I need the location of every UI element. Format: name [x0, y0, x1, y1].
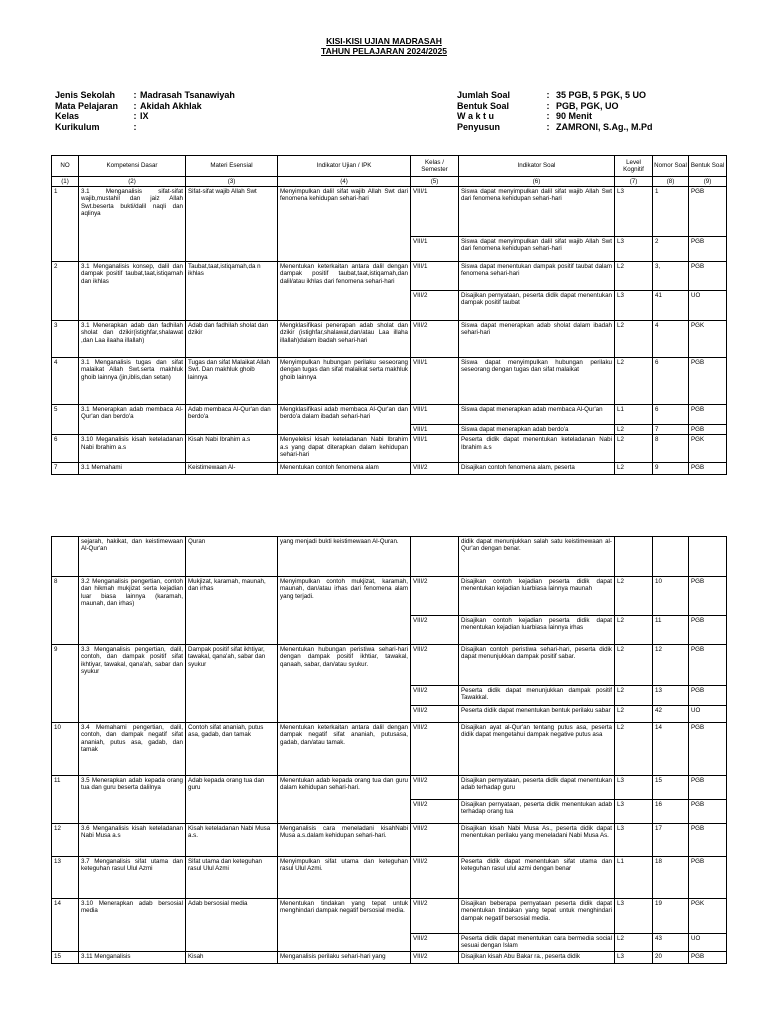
materi-esensial-cell: Adab bersosial media [186, 899, 278, 952]
kelas-semester-cell: VIII/1 [411, 405, 459, 425]
info-label: Kelas [55, 111, 80, 121]
level-kognitif-cell: L2 [615, 435, 653, 463]
table-row [52, 723, 727, 776]
bentuk-soal-cell: PGB [689, 577, 727, 616]
kompetensi-dasar-cell: 3.1 Memahami [79, 463, 186, 475]
row-number: 12 [52, 824, 79, 857]
indikator-soal-cell: Peserta didik dapat menentukan keteladanan Nabi Ibrahim a.s [459, 435, 615, 463]
indikator-soal-cell: Disajikan kisah Abu Bakar ra., peserta didik [459, 951, 615, 963]
bentuk-soal-cell: PGB [689, 616, 727, 645]
page-break [0, 490, 768, 530]
nomor-soal-cell: 11 [653, 616, 689, 645]
level-kognitif-cell: L2 [615, 723, 653, 776]
materi-esensial-cell: Dampak positif sifat ikhtiyar, tawakal, qana'ah, sabar dan syukur [186, 645, 278, 723]
indikator-soal-cell: Disajikan ayat al-Qur'an tentang putus asa, peserta didik dapat mengetahui dampak negative putus asa [459, 723, 615, 776]
indikator-soal-cell: Peserta didik dapat menentukan cara bermedia social sesuai dengan Islam [459, 934, 615, 952]
table-row [52, 776, 727, 800]
indikator-ujian-cell: Menentukan adab kepada orang tua dan guru dalam kehidupan sehari-hari. [278, 776, 411, 824]
level-kognitif-cell: L2 [615, 463, 653, 475]
bentuk-soal-cell: PGB [689, 237, 727, 262]
kelas-semester-cell: VIII/2 [411, 686, 459, 706]
kelas-semester-cell: VIII/1 [411, 187, 459, 237]
indikator-ujian-cell: Menyeleksi kisah keteladanan Nabi Ibrahim a.s yang dapat diterapkan dalam kehidupan sehari-hari [278, 435, 411, 463]
row-number: 7 [52, 463, 79, 475]
level-kognitif-cell: L3 [615, 187, 653, 237]
info-label: W a k t u [457, 111, 495, 121]
kompetensi-dasar-cell: 3.3 Menganalisis pengertian, dalil, contoh, dan dampak positif sifat ikhtiyar, tawakal, qana'ah, sabar dan syukur [79, 645, 186, 723]
materi-esensial-cell: Kisah Nabi Ibrahim a.s [186, 435, 278, 463]
indikator-soal-cell: Disajikan kisah Nabi Musa As., peserta didik dapat menentukan perilaku yang meneladani Nabi Musa As. [459, 824, 615, 857]
bentuk-soal-cell: PGB [689, 262, 727, 291]
kelas-semester-cell: VIII/2 [411, 899, 459, 934]
materi-esensial-cell: Sifat-sifat wajib Allah Swt [186, 187, 278, 262]
table-row [52, 951, 727, 963]
level-kognitif-cell: L1 [615, 405, 653, 425]
level-kognitif-cell: L3 [615, 291, 653, 321]
kelas-semester-cell: VIII/2 [411, 577, 459, 616]
nomor-soal-cell: 6 [653, 358, 689, 405]
table-row [52, 899, 727, 934]
kelas-semester-cell: VIII/2 [411, 291, 459, 321]
info-row: W a k t u : 90 Menit [457, 111, 593, 121]
bentuk-soal-cell: PGB [689, 645, 727, 686]
row-number: 10 [52, 723, 79, 776]
nomor-soal-cell: 8 [653, 435, 689, 463]
info-right [457, 90, 653, 132]
level-kognitif-cell: L2 [615, 934, 653, 952]
indikator-soal-cell: Peserta didik dapat menentukan sifat utama dan keteguhan rasul ulul azmi dengan benar [459, 857, 615, 899]
indikator-soal-cell: Disajikan contoh kejadian peserta didik dapat menentukan kejadian luarbiasa lainnya irhas [459, 616, 615, 645]
row-number: 11 [52, 776, 79, 824]
row-number: 14 [52, 899, 79, 952]
nomor-soal-cell: 20 [653, 951, 689, 963]
table-row [52, 321, 727, 358]
materi-esensial-cell: Quran [186, 537, 278, 577]
table-body-page-2 [52, 537, 727, 964]
indikator-soal-cell: Disajikan pernyataan, peserta didik menentukan adab terhadap orang tua [459, 800, 615, 824]
nomor-soal-cell: 14 [653, 723, 689, 776]
indikator-soal-cell: Disajikan pernyataan, peserta didik dapat menentukan dampak positif taubat [459, 291, 615, 321]
info-value: 90 Menit [556, 111, 593, 121]
kelas-semester-cell: VIII/2 [411, 706, 459, 723]
table-row [52, 824, 727, 857]
kompetensi-dasar-cell: 3.2 Menganalisis pengertian, contoh dan hikmah mukjizat serta kejadian luar biasa lainnya (karamah, maunah, dan irhas) [79, 577, 186, 645]
info-value: Akidah Akhlak [140, 100, 202, 111]
kompetensi-dasar-cell: 3.10 Menerapkan adab bersosial media [79, 899, 186, 952]
level-kognitif-cell: L2 [615, 577, 653, 616]
level-kognitif-cell: L1 [615, 857, 653, 899]
kompetensi-dasar-cell: 3.4 Memahami pengertian, dalil, contoh, dan dampak negatif sifat ananiah, putus asa, gadab, dan tamak [79, 723, 186, 776]
bentuk-soal-cell: PGB [689, 187, 727, 237]
indikator-soal-cell: Siswa dapat menentukan dampak positif taubat dalam fenomena sehari-hari [459, 262, 615, 291]
bentuk-soal-cell: PGK [689, 899, 727, 934]
nomor-soal-cell: 2 [653, 237, 689, 262]
nomor-soal-cell: 42 [653, 706, 689, 723]
nomor-soal-cell: 43 [653, 934, 689, 952]
materi-esensial-cell: Taubat,taat,istiqamah,da n ikhlas [186, 262, 278, 321]
kelas-semester-cell: VIII/2 [411, 857, 459, 899]
info-value: 35 PGB, 5 PGK, 5 UO [556, 90, 647, 100]
kompetensi-dasar-cell: 3.7 Menganalisis sifat utama dan keteguhan rasul Ulul Azmi [79, 857, 186, 899]
table-row [52, 187, 727, 237]
indikator-ujian-cell: Menentukan keterkaitan antara dalil dengan dampak negatif sifat ananiah, putusasa, gadab, dan/atau tamak. [278, 723, 411, 776]
header-number: (7) [615, 177, 653, 187]
kompetensi-dasar-cell: sejarah, hakikat, dan keistimewaan Al-Qur'an [79, 537, 186, 577]
kompetensi-dasar-cell: 3.10 Meganalisis kisah keteladanan Nabi Ibrahim a.s [79, 435, 186, 463]
header-number: (6) [459, 177, 615, 187]
nomor-soal-cell: 7 [653, 425, 689, 435]
table-row [52, 577, 727, 616]
info-row: Mata Pelajaran : Akidah Akhlak [55, 100, 202, 111]
header-number: (1) [52, 177, 79, 187]
level-kognitif-cell: L2 [615, 358, 653, 405]
info-label: Kurikulum [55, 121, 100, 132]
level-kognitif-cell: L2 [615, 645, 653, 686]
row-number: 4 [52, 358, 79, 405]
table-row [52, 405, 727, 425]
header-number: (5) [411, 177, 459, 187]
bentuk-soal-cell: PGB [689, 723, 727, 776]
bentuk-soal-cell: UO [689, 706, 727, 723]
header-indikator-ujian: Indikator Ujian / IPK [278, 156, 411, 177]
kompetensi-dasar-cell: 3.1 Menganalisis konsep, dalil dan dampak positif taubat,taat,istiqamah dan ikhlas [79, 262, 186, 321]
nomor-soal-cell: 41 [653, 291, 689, 321]
nomor-soal-cell: 13 [653, 686, 689, 706]
header-kompetensi-dasar: Kompetensi Dasar [79, 156, 186, 177]
nomor-soal-cell: 9 [653, 463, 689, 475]
header-no: NO [52, 156, 79, 177]
indikator-ujian-cell: Menentukan keterkaitan antara dalil dengan dampak positif taubat,taat,istiqamah,dan dalil/atau ikhlas dari fenomena sehari-hari [278, 262, 411, 321]
row-number: 1 [52, 187, 79, 262]
indikator-soal-cell: Siswa dapat menyimpulkan dalil sifat wajib Allah Swt dari fenomena kehidupan sehari-hari [459, 237, 615, 262]
level-kognitif-cell: L2 [615, 262, 653, 291]
bentuk-soal-cell: PGK [689, 321, 727, 358]
info-row: Bentuk Soal : PGB, PGK, UO [457, 100, 619, 111]
bentuk-soal-cell: PGB [689, 857, 727, 899]
level-kognitif-cell: L3 [615, 899, 653, 934]
info-value: PGB, PGK, UO [556, 100, 619, 111]
row-number [52, 537, 79, 577]
materi-esensial-cell: Adab dan fadhilah sholat dan dzikir [186, 321, 278, 358]
level-kognitif-cell: L2 [615, 686, 653, 706]
indikator-ujian-cell: Menganalisis perilaku sehari-hari yang [278, 951, 411, 963]
info-label: Bentuk Soal [457, 100, 510, 111]
indikator-ujian-cell: yang menjadi bukti keistimewaan Al-Quran. [278, 537, 411, 577]
bentuk-soal-cell: PGB [689, 405, 727, 425]
bentuk-soal-cell: PGB [689, 358, 727, 405]
level-kognitif-cell: L3 [615, 824, 653, 857]
bentuk-soal-cell: UO [689, 934, 727, 952]
kelas-semester-cell: VIII/2 [411, 723, 459, 776]
nomor-soal-cell: 17 [653, 824, 689, 857]
kelas-semester-cell: VIII/2 [411, 776, 459, 800]
kelas-semester-cell: VIII/2 [411, 463, 459, 475]
header-number-row [52, 177, 727, 187]
level-kognitif-cell: L3 [615, 800, 653, 824]
title-line-1: KISI-KISI UJIAN MADRASAH [326, 36, 442, 46]
materi-esensial-cell: Adab membaca Al-Qur'an dan berdo'a [186, 405, 278, 435]
indikator-ujian-cell: Menganalisis cara meneladani kisahNabi Musa a.s.dalam kehidupan sehari-hari. [278, 824, 411, 857]
bentuk-soal-cell: PGB [689, 951, 727, 963]
info-value: ZAMRONI, S.Ag., M.Pd [556, 121, 653, 132]
indikator-soal-cell: Peserta didik dapat menunjukkan dampak positif Tawakkal. [459, 686, 615, 706]
kelas-semester-cell: VIII/2 [411, 321, 459, 358]
kelas-semester-cell: VIII/1 [411, 358, 459, 405]
materi-esensial-cell: Tugas dan sifat Malaikat Allah Swt. Dan makhluk ghoib lainnya [186, 358, 278, 405]
info-label: Mata Pelajaran [55, 100, 119, 111]
info-label: Jumlah Soal [457, 90, 511, 100]
indikator-ujian-cell: Menyimpulkan dalil sifat wajib Allah Swt dari fenomena kehidupan sehari-hari [278, 187, 411, 262]
info-row: Kelas : IX [55, 111, 149, 121]
table-row [52, 857, 727, 899]
header-nomor-soal: Nomor Soal [653, 156, 689, 177]
info-value: Madrasah Tsanawiyah [140, 90, 235, 100]
info-row: Penyusun : ZAMRONI, S.Ag., M.Pd [457, 121, 653, 132]
indikator-soal-cell: Disajikan contoh kejadian peserta didik dapat menentukan kejadian luarbiasa lainnya maunah [459, 577, 615, 616]
nomor-soal-cell: 3, [653, 262, 689, 291]
level-kognitif-cell: L3 [615, 237, 653, 262]
info-label: Penyusun [457, 121, 501, 132]
level-kognitif-cell [615, 537, 653, 577]
indikator-ujian-cell: Mengklasifikasi adab membaca Al-Qur'an dan berdo'a dalam ibadah sehari-hari [278, 405, 411, 435]
table-row [52, 435, 727, 463]
table-row [52, 358, 727, 405]
kelas-semester-cell: VIII/2 [411, 616, 459, 645]
kelas-semester-cell: VIII/2 [411, 645, 459, 686]
nomor-soal-cell: 10 [653, 577, 689, 616]
header-number: (2) [79, 177, 186, 187]
bentuk-soal-cell: PGB [689, 800, 727, 824]
level-kognitif-cell: L3 [615, 776, 653, 800]
title-line-2: TAHUN PELAJARAN 2024/2025 [321, 46, 447, 56]
indikator-soal-cell: Disajikan contoh peristiwa sehari-hari, peserta didik dapat menunjukkan dampak positif sabar. [459, 645, 615, 686]
row-number: 8 [52, 577, 79, 645]
kompetensi-dasar-cell: 3.6 Menganalisis kisah keteladanan Nabi Musa a.s [79, 824, 186, 857]
kelas-semester-cell: VIII/1 [411, 435, 459, 463]
bentuk-soal-cell: PGB [689, 463, 727, 475]
kelas-semester-cell [411, 537, 459, 577]
bentuk-soal-cell: PGB [689, 776, 727, 800]
nomor-soal-cell: 6 [653, 405, 689, 425]
row-number: 9 [52, 645, 79, 723]
indikator-soal-cell: Peserta didik dapat menentukan bentuk perilaku sabar [459, 706, 615, 723]
level-kognitif-cell: L2 [615, 616, 653, 645]
indikator-soal-cell: Disajikan beberapa pernyataan peserta didik dapat menentukan tindakan yang tepat untuk menghindari dampak negatif bersosial media. [459, 899, 615, 934]
table-row [52, 262, 727, 291]
kompetensi-dasar-cell: 3.5 Menerapkan adab kepada orang tua dan guru beserta dalilnya [79, 776, 186, 824]
indikator-ujian-cell: Menyimpulkan sifat utama dan keteguhan rasul Ulul Azmi. [278, 857, 411, 899]
indikator-soal-cell: Disajikan pernyataan, peserta didik dapat menentukan adab terhadap guru [459, 776, 615, 800]
bentuk-soal-cell: UO [689, 291, 727, 321]
kelas-semester-cell: VIII/2 [411, 800, 459, 824]
bentuk-soal-cell: PGK [689, 435, 727, 463]
kompetensi-dasar-cell: 3.1 Menganalisis sifat-sifat wajib,mustahil dan jaiz Allah Swt.beserta bukti/dalil naqli dan aqlinya [79, 187, 186, 262]
row-number: 3 [52, 321, 79, 358]
level-kognitif-cell: L2 [615, 706, 653, 723]
info-label: Jenis Sekolah [55, 90, 116, 100]
nomor-soal-cell: 12 [653, 645, 689, 686]
kompetensi-dasar-cell: 3.1 Menganalisis tugas dan sifat malaikat Allah Swt.serta makhluk ghoib lainnya (jin,iblis,dan setan) [79, 358, 186, 405]
header-number: (9) [689, 177, 727, 187]
indikator-soal-cell: Siswa dapat menyimpulkan hubungan perilaku seseorang dengan tugas dan sifat malaikat [459, 358, 615, 405]
bentuk-soal-cell: PGB [689, 824, 727, 857]
info-row: Jumlah Soal : 35 PGB, 5 PGK, 5 UO [457, 90, 647, 100]
indikator-soal-cell: didik dapat menunjukkan salah satu keistimewaan al-Qur'an dengan benar. [459, 537, 615, 577]
kompetensi-dasar-cell: 3.1 Menerapkan adab dan fadhilah sholat dan dzikir(istighfar,shalawat ,dan Laa ilaaha illallah) [79, 321, 186, 358]
indikator-soal-cell: Siswa dapat menerapkan adab berdo'a [459, 425, 615, 435]
header-bentuk-soal: Bentuk Soal [689, 156, 727, 177]
kompetensi-dasar-cell: 3.11 Menganalisis [79, 951, 186, 963]
table-row [52, 645, 727, 686]
indikator-ujian-cell: Menyimpulkan contoh mukjizat, karamah, maunah, dan/atau irhas dari fenomena alam yang terjadi. [278, 577, 411, 645]
kelas-semester-cell: VIII/2 [411, 824, 459, 857]
bentuk-soal-cell: PGB [689, 686, 727, 706]
info-left [55, 90, 235, 132]
table-body-page-1 [52, 187, 727, 475]
indikator-soal-cell: Disajikan contoh fenomena alam, peserta [459, 463, 615, 475]
indikator-soal-cell: Siswa dapat menerapkan adab sholat dalam ibadah sehari-hari [459, 321, 615, 358]
kelas-semester-cell: VIII/2 [411, 934, 459, 952]
kelas-semester-cell: VIII/2 [411, 951, 459, 963]
header-number: (4) [278, 177, 411, 187]
header-number: (8) [653, 177, 689, 187]
header-kelas-semester: Kelas / Semester [411, 156, 459, 177]
indikator-ujian-cell: Menentukan hubungan peristiwa sehari-hari dengan dampak positif ikhtiar, tawakal, qanaah, sabar, dan/atau syukur. [278, 645, 411, 723]
materi-esensial-cell: Contoh sifat ananiah, putus asa, gadab, dan tamak [186, 723, 278, 776]
table-row [52, 463, 727, 475]
header-row [52, 156, 727, 177]
kelas-semester-cell: VIII/1 [411, 237, 459, 262]
kisi-kisi-table-page-1 [51, 155, 727, 475]
materi-esensial-cell: Mukjizat, karamah, maunah, dan irhas [186, 577, 278, 645]
materi-esensial-cell: Sifat utama dan keteguhan rasul Ulul Azmi [186, 857, 278, 899]
bentuk-soal-cell: PGB [689, 425, 727, 435]
nomor-soal-cell: 19 [653, 899, 689, 934]
info-value: IX [140, 111, 149, 121]
nomor-soal-cell: 16 [653, 800, 689, 824]
kelas-semester-cell: VIII/1 [411, 425, 459, 435]
kompetensi-dasar-cell: 3.1 Menerapkan adab membaca Al-Qur'an dan berdo'a [79, 405, 186, 435]
header-level-kognitif: Level Kognitif [615, 156, 653, 177]
row-number: 13 [52, 857, 79, 899]
indikator-ujian-cell: Menyimpulkan hubungan perilaku seseorang dengan tugas dan sifat malaikat serta makhluk ghoib lainnya [278, 358, 411, 405]
info-row: Kurikulum : [55, 121, 137, 132]
materi-esensial-cell: Kisah keteladanan Nabi Musa a.s. [186, 824, 278, 857]
level-kognitif-cell: L2 [615, 321, 653, 358]
info-row: Jenis Sekolah : Madrasah Tsanawiyah [55, 90, 235, 100]
kelas-semester-cell: VIII/1 [411, 262, 459, 291]
row-number: 15 [52, 951, 79, 963]
materi-esensial-cell: Adab kepada orang tua dan guru [186, 776, 278, 824]
document-title [0, 36, 768, 56]
indikator-ujian-cell: Menentukan tindakan yang tepat untuk menghindari dampak negatif bersosial media. [278, 899, 411, 952]
indikator-ujian-cell: Menentukan contoh fenomena alam [278, 463, 411, 475]
kisi-kisi-table-page-2 [51, 536, 727, 964]
nomor-soal-cell: 15 [653, 776, 689, 800]
table-row [52, 537, 727, 577]
indikator-soal-cell: Siswa dapat menerapkan adab membaca Al-Qur'an [459, 405, 615, 425]
level-kognitif-cell: L2 [615, 425, 653, 435]
header-indikator-soal: Indikator Soal [459, 156, 615, 177]
level-kognitif-cell: L3 [615, 951, 653, 963]
nomor-soal-cell: 1 [653, 187, 689, 237]
bentuk-soal-cell [689, 537, 727, 577]
indikator-ujian-cell: Mengklasifikasi penerapan adab sholat dan dzikir (istighfar,shalawat,dan/atau Laa illaha illallah)dalam ibadah sehari-hari [278, 321, 411, 358]
row-number: 6 [52, 435, 79, 463]
row-number: 5 [52, 405, 79, 435]
materi-esensial-cell: Keistimewaan Al- [186, 463, 278, 475]
nomor-soal-cell [653, 537, 689, 577]
materi-esensial-cell: Kisah [186, 951, 278, 963]
header-materi-esensial: Materi Esensial [186, 156, 278, 177]
indikator-soal-cell: Siswa dapat menyimpulkan dalil sifat wajib Allah Swt dari fenomena kehidupan sehari-hari [459, 187, 615, 237]
nomor-soal-cell: 18 [653, 857, 689, 899]
header-number: (3) [186, 177, 278, 187]
nomor-soal-cell: 4 [653, 321, 689, 358]
row-number: 2 [52, 262, 79, 321]
